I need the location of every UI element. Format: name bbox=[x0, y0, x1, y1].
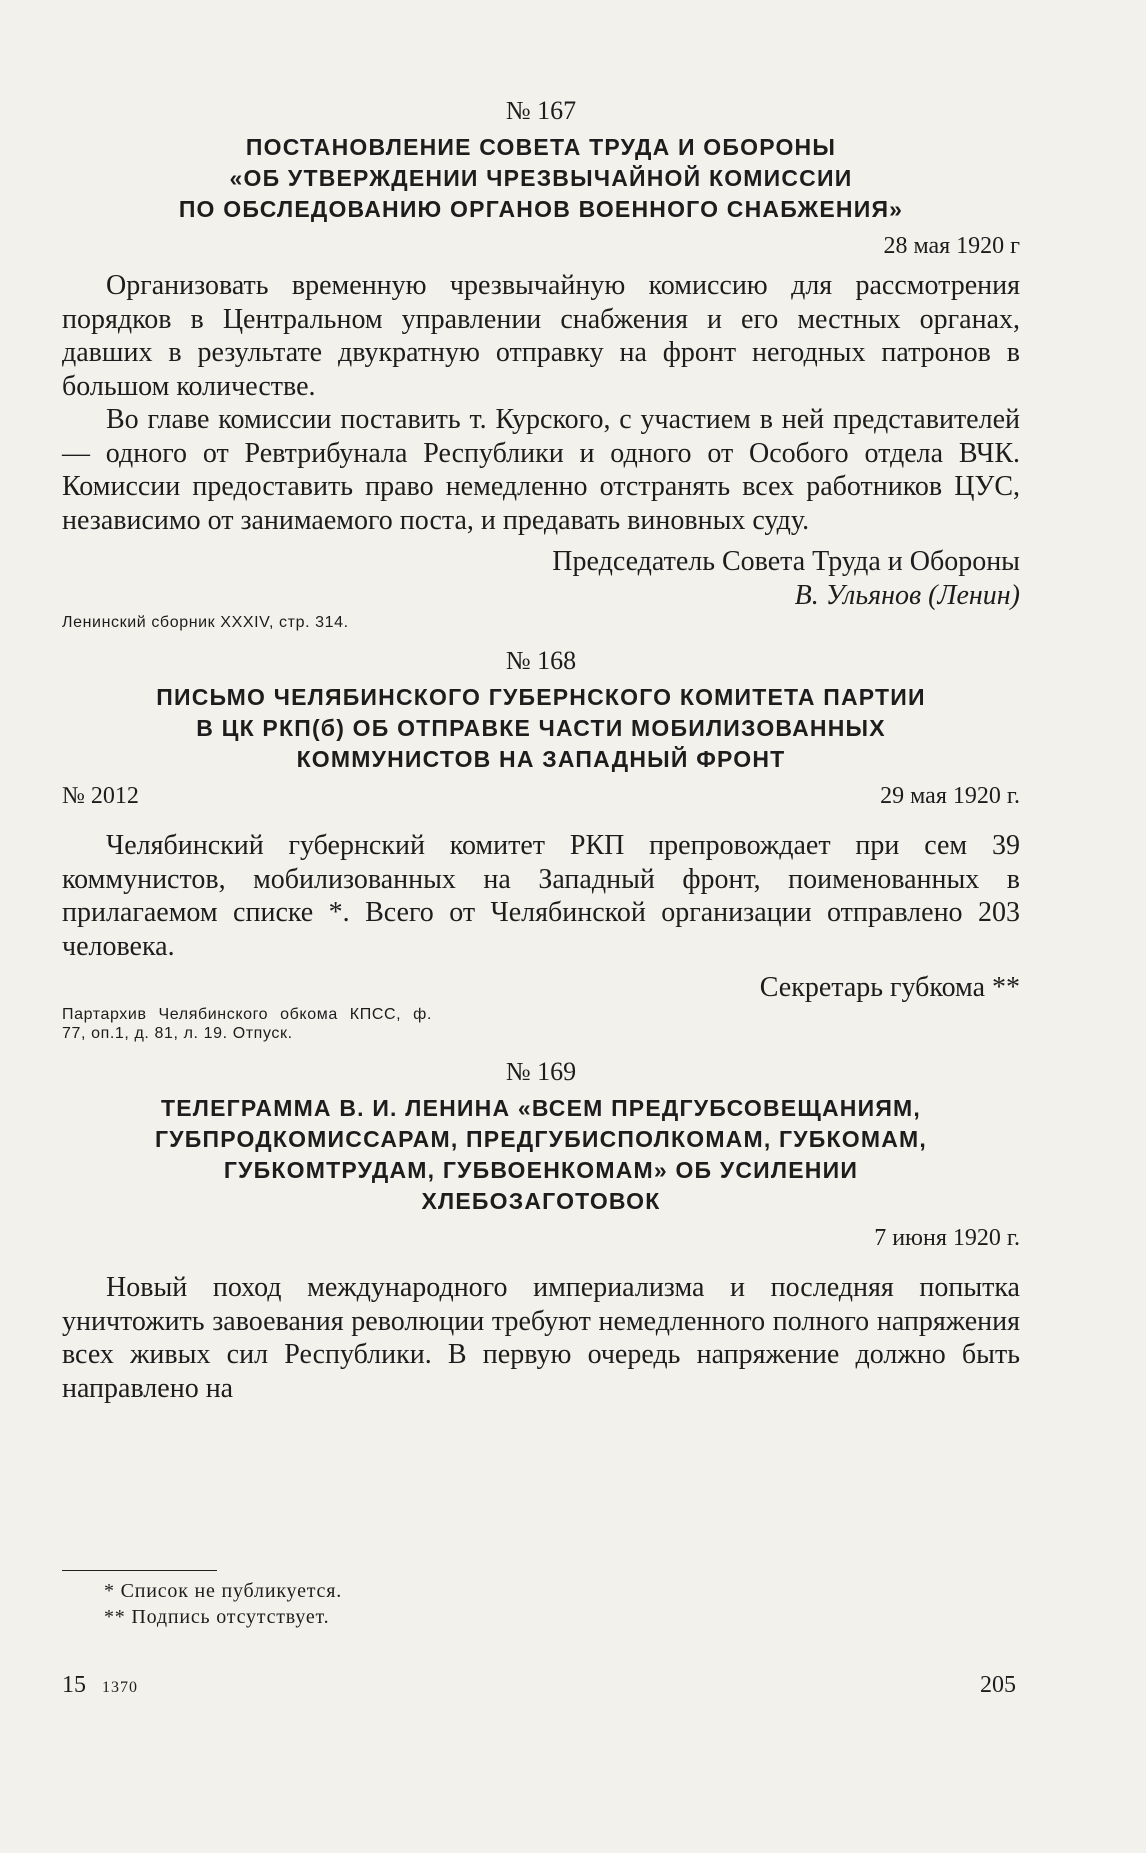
title-line: ПИСЬМО ЧЕЛЯБИНСКОГО ГУБЕРНСКОГО КОМИТЕТА ПАРТИИ bbox=[156, 684, 926, 710]
document-167 bbox=[62, 96, 1020, 632]
footnote: ** Подпись отсутствует. bbox=[104, 1606, 330, 1628]
title-line: ПО ОБСЛЕДОВАНИЮ ОРГАНОВ ВОЕННОГО СНАБЖЕНИЯ» bbox=[178, 196, 904, 222]
archival-source: Партархив Челябинского обкома КПСС, ф. 77, оп.1, д. 81, л. 19. Отпуск. bbox=[62, 1006, 432, 1042]
document-169 bbox=[62, 1057, 1020, 1405]
document-title bbox=[62, 132, 1020, 225]
title-line: ГУБКОМТРУДАМ, ГУБВОЕНКОМАМ» ОБ УСИЛЕНИИ bbox=[223, 1157, 859, 1183]
signature-title: Председатель Совета Труда и Обороны bbox=[552, 546, 1020, 577]
date-line bbox=[62, 781, 1020, 811]
document-date: 7 июня 1920 г. bbox=[874, 1225, 1020, 1251]
signature-mark: 15 bbox=[62, 1672, 86, 1698]
signature-name: В. Ульянов (Ленин) bbox=[794, 580, 1020, 611]
footnote-divider bbox=[62, 1570, 217, 1571]
date-line bbox=[62, 231, 1020, 261]
title-line: ГУБПРОДКОМИССАРАМ, ПРЕДГУБИСПОЛКОМАМ, ГУБКОМАМ, bbox=[155, 1126, 927, 1152]
document-date: 29 мая 1920 г. bbox=[880, 783, 1020, 809]
title-line: ХЛЕБОЗАГОТОВОК bbox=[421, 1188, 661, 1214]
paragraph: Во главе комиссии поставить т. Курского, с участием в ней представителей — одного от Ревтрибунала Республики и одного от Особого отдела ВЧК. Комиссии предоставить право немедленно отстранять всех работников ЦУС, независимо от занимаемого поста, и предавать виновных суду. bbox=[62, 404, 1020, 536]
archival-source: Ленинский сборник XXXIV, стр. 314. bbox=[62, 614, 349, 631]
document-title bbox=[62, 682, 1020, 775]
footnote: * Список не публикуется. bbox=[104, 1580, 343, 1602]
page-content bbox=[62, 96, 1020, 1405]
document-number: № 167 bbox=[505, 96, 577, 125]
title-line: ТЕЛЕГРАММА В. И. ЛЕНИНА «ВСЕМ ПРЕДГУБСОВЕЩАНИЯМ, bbox=[160, 1095, 922, 1121]
document-title bbox=[62, 1093, 1020, 1217]
title-line: В ЦК РКП(б) ОБ ОТПРАВКЕ ЧАСТИ МОБИЛИЗОВАННЫХ bbox=[196, 715, 886, 741]
page-number: 205 bbox=[980, 1672, 1016, 1698]
printer-signature bbox=[62, 1672, 138, 1699]
title-line: ПОСТАНОВЛЕНИЕ СОВЕТА ТРУДА И ОБОРОНЫ bbox=[245, 134, 837, 160]
paragraph: Организовать временную чрезвычайную комиссию для рассмотрения порядков в Центральном управлении снабжения и его местных органах, давших в результате двукратную отправку на фронт негодных патронов в большом количестве. bbox=[62, 270, 1020, 402]
footnotes bbox=[104, 1578, 342, 1630]
document-168 bbox=[62, 646, 1020, 1043]
document-date: 28 мая 1920 г bbox=[883, 233, 1020, 259]
document-number: № 168 bbox=[505, 646, 577, 675]
date-line bbox=[62, 1223, 1020, 1253]
paragraph: Новый поход международного империализма и последняя попытка уничтожить завоевания революции требуют немедленного полного напряжения всех живых сил Республики. В первую очередь напряжение должно быть направлено на bbox=[62, 1272, 1020, 1404]
title-line: КОММУНИСТОВ НА ЗАПАДНЫЙ ФРОНТ bbox=[296, 746, 786, 772]
signature-title: Секретарь губкома ** bbox=[759, 972, 1020, 1003]
signature-mark-small: 1370 bbox=[102, 1679, 138, 1696]
paragraph: Челябинский губернский комитет РКП препровождает при сем 39 коммунистов, мобилизованных на Западный фронт, поименованных в прилагаемом списке *. Всего от Челябинской организации отправлено 203 человека. bbox=[62, 830, 1020, 962]
document-number: № 169 bbox=[505, 1057, 577, 1086]
title-line: «ОБ УТВЕРЖДЕНИИ ЧРЕЗВЫЧАЙНОЙ КОМИССИИ bbox=[229, 165, 853, 191]
outgoing-number: № 2012 bbox=[62, 783, 139, 809]
